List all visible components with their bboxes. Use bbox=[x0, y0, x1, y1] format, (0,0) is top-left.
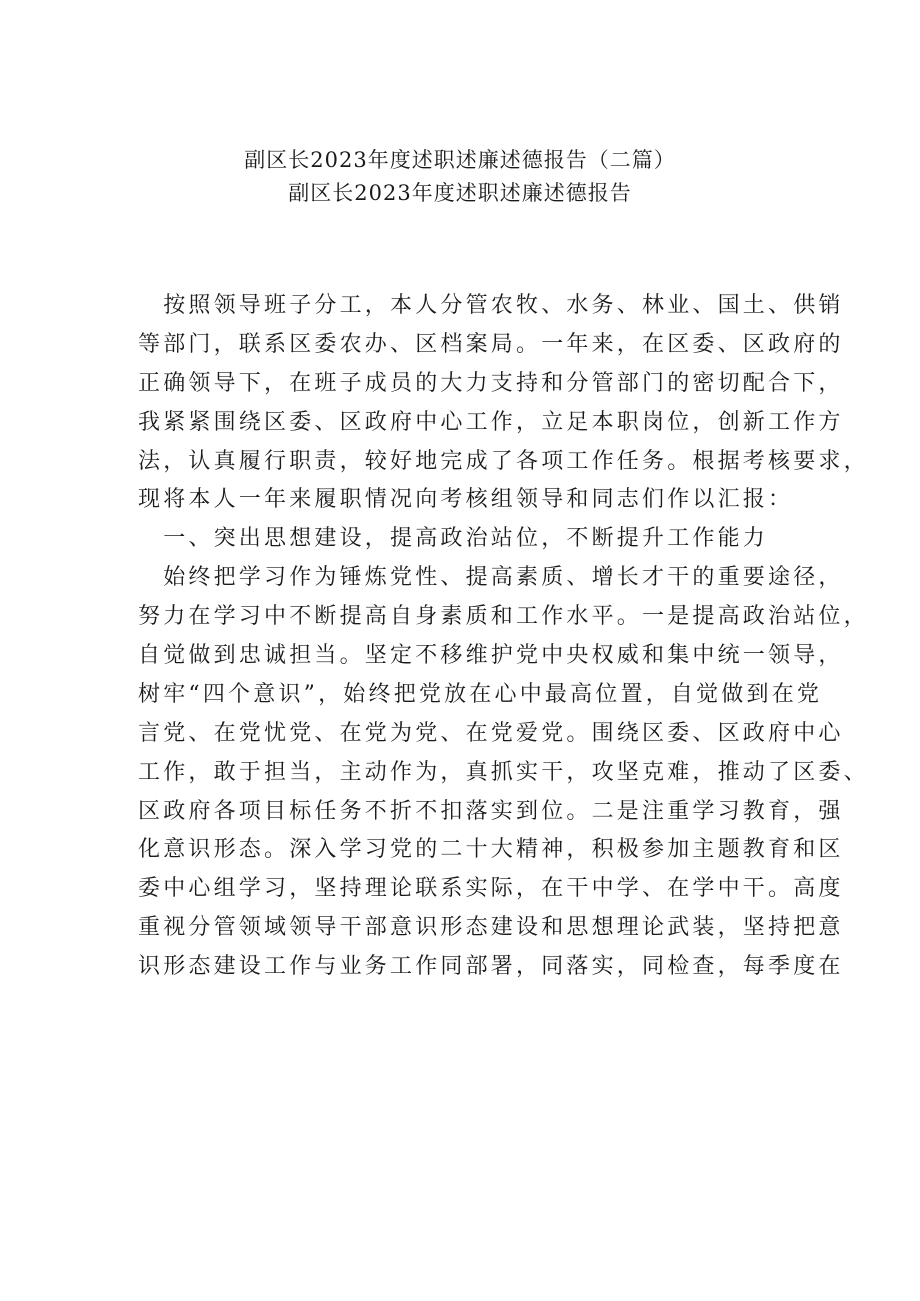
body-line: 树牢“四个意识”，始终把党放在心中最高位置，自觉做到在党 bbox=[138, 681, 823, 707]
document-subtitle: 副区长2023年度述职述廉述德报告 bbox=[288, 181, 632, 205]
document-title: 副区长2023年度述职述廉述德报告（二篇） bbox=[244, 148, 676, 172]
body-line: 委中心组学习，坚持理论联系实际，在干中学、在学中干。高度 bbox=[138, 876, 844, 902]
body-line: 言党、在党忧党、在党为党、在党爱党。围绕区委、区政府中心 bbox=[138, 720, 844, 746]
title-block bbox=[0, 144, 920, 210]
body-line: 法，认真履行职责，较好地完成了各项工作任务。根据考核要求， bbox=[138, 448, 869, 474]
document-body bbox=[138, 287, 869, 987]
section-heading: 一、突出思想建设，提高政治站位，不断提升工作能力 bbox=[138, 526, 769, 552]
body-line: 重视分管领域领导干部意识形态建设和思想理论武装，坚持把意 bbox=[138, 915, 844, 941]
body-line: 努力在学习中不断提高自身素质和工作水平。一是提高政治站位， bbox=[138, 604, 869, 630]
body-line: 自觉做到忠诚担当。坚定不移维护党中央权威和集中统一领导， bbox=[138, 643, 844, 669]
body-line: 始终把学习作为锤炼党性、提高素质、增长才干的重要途径， bbox=[138, 565, 844, 591]
body-line: 识形态建设工作与业务工作同部署，同落实，同检查，每季度在 bbox=[138, 954, 844, 980]
body-line: 等部门，联系区委农办、区档案局。一年来，在区委、区政府的 bbox=[138, 331, 844, 357]
body-line: 工作，敢于担当，主动作为，真抓实干，攻坚克难，推动了区委、 bbox=[138, 759, 869, 785]
body-line: 我紧紧围绕区委、区政府中心工作，立足本职岗位，创新工作方 bbox=[138, 409, 844, 435]
body-line: 按照领导班子分工，本人分管农牧、水务、林业、国土、供销 bbox=[138, 293, 844, 318]
body-line: 化意识形态。深入学习党的二十大精神，积极参加主题教育和区 bbox=[138, 837, 844, 863]
body-line: 正确领导下，在班子成员的大力支持和分管部门的密切配合下， bbox=[138, 370, 844, 396]
body-line: 现将本人一年来履职情况向考核组领导和同志们作以汇报： bbox=[138, 487, 794, 513]
body-line: 区政府各项目标任务不折不扣落实到位。二是注重学习教育，强 bbox=[138, 798, 844, 824]
